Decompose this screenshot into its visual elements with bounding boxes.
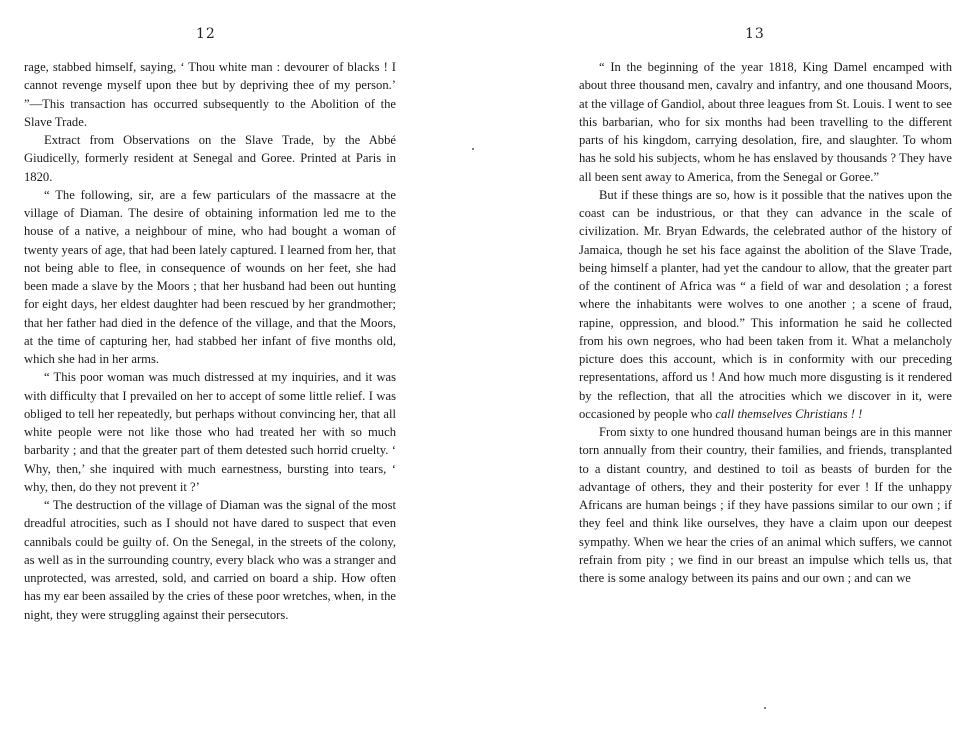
paragraph: “ In the beginning of the year 1818, King Damel encamped with about three thousand men, cavalry and infantry, and one thousand Moors, at the village of Gandiol, about three leagues from St. Louis. I went to see this barbarian, who for six months had been travelling to the different parts of his kingdom, carrying desolation, fire, and slaughter. To whom has he sold his subjects, whom he has enslaved by thousands ? They have all been sent away to America, from the Senegal or Goree.” — [579, 60, 952, 184]
paragraph: “ This poor woman was much distressed at my inquiries, and it was with difficulty that I prevailed on her to accept of some little relief. I was obliged to tell her repeatedly, but perhaps without convincing her, that all white people were not like those who had treated her with so much barbarity ; and that the greater part of them detested such horrid cruelty. ‘ Why, then,’ she inquired with much earnestness, bursting into tears, ‘ why, then, do they not prevent it ?’ — [24, 370, 396, 494]
scan-speck — [764, 707, 766, 709]
paragraph: “ The destruction of the village of Diaman was the signal of the most dreadful atrocities, such as I should not have dared to suspect that even cannibals could be guilty of. On the Senegal, in the streets of the colony, as well as in the surrounding country, every black who was a stranger and unprotected, was arrested, sold, and carried on board a ship. How often has my ear been assailed by the cries of these poor wretches, when, in the night, they were struggling against their persecutors. — [24, 498, 396, 622]
italic-phrase: call themselves Christians ! ! — [715, 406, 863, 421]
paragraph-text: But if these things are so, how is it possible that the natives upon the coast can be industrious, or that they can advance in the scale of civilization. Mr. Bryan Edwards, the celebrated author of the history of Jamaica, though he set his face against the abolition of the Slave Trade, being himself a planter, had yet the candour to allow, that the greater part of the continent of Africa was “ a field of war and desolation ; a forest where the inhabitants were wolves to one another ; a scene of fraud, rapine, oppression, and blood.” This information he said he collected from his own negroes, who had been taken from it. What a melancholy picture does this account, which is in conformity with our preceding representations, afford us ! And how much more disgusting is it rendered by the reflection, that all the atrocities which we discover in it, were occasioned by people who — [579, 187, 952, 421]
page-number-left: 12 — [196, 26, 216, 42]
scan-speck — [472, 148, 474, 150]
page-number-right: 13 — [745, 26, 765, 42]
left-page-text — [24, 58, 396, 624]
paragraph: From sixty to one hundred thousand human beings are in this manner torn annually from their country, their families, and friends, transplanted to a distant country, and destined to toil as beasts of burden for the advantage of others, they and their posterity for ever ! If the unhappy Africans are human beings ; if they have passions similar to our own ; if they feel and think like ourselves, they have a claim upon our deepest sympathy. When we hear the cries of an animal which suffers, we cannot refrain from pity ; we find in our breast an impulse which tells us, that there is some analogy between its pains and our own ; and can we — [579, 425, 952, 585]
paragraph: rage, stabbed himself, saying, ‘ Thou white man : devourer of blacks ! I cannot revenge myself upon thee but by depriving thee of my person.’ ”—This transaction has occurred subsequently to the Abolition of the Slave Trade. — [24, 60, 396, 129]
right-page-text — [579, 58, 952, 587]
paragraph — [579, 186, 952, 423]
paragraph: Extract from Observations on the Slave Trade, by the Abbé Giudicelly, formerly resident at Senegal and Goree. Printed at Paris in 1820. — [24, 133, 396, 184]
paragraph: “ The following, sir, are a few particulars of the massacre at the village of Diaman. The desire of obtaining information led me to the house of a native, a neighbour of mine, who had bought a woman of twenty years of age, that had been lately captured. I learned from her, that not being able to flee, in consequence of wounds on her feet, she had been made a slave by the Moors ; that her husband had been out hunting for eight days, her eldest daughter had been rescued by her grandmother; that her father had died in the defence of the village, and that the Moors, at the time of capturing her, had stabbed her infant of five months old, which she had in her arms. — [24, 187, 396, 366]
